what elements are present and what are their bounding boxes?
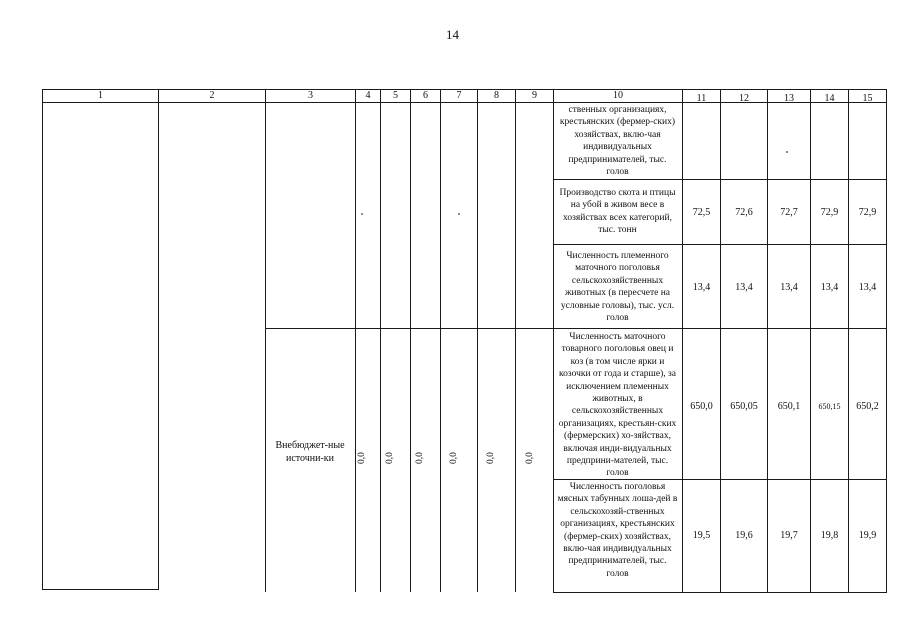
column-header: 3: [308, 90, 313, 101]
value-cell: 72,9: [820, 207, 839, 218]
column-header: 11: [696, 93, 707, 104]
value-cell: 13,4: [735, 282, 753, 293]
value-cell: 650,05: [730, 401, 758, 412]
value-cell: 13,4: [780, 282, 798, 293]
value-cell: 72,6: [735, 207, 753, 218]
column-header: 10: [613, 90, 623, 101]
column-header: 12: [739, 93, 749, 104]
value-cell: 650,0: [690, 401, 713, 412]
column-header: 8: [494, 90, 499, 101]
column-header: 6: [423, 90, 428, 101]
zero-value: 0,0: [448, 452, 459, 464]
column-header: 9: [532, 90, 537, 101]
value-cell: 19,7: [780, 530, 798, 541]
zero-value: 0,0: [356, 452, 367, 464]
value-cell: 650,1: [777, 401, 801, 412]
page-number: 14: [446, 27, 459, 42]
value-cell: 19,9: [858, 530, 877, 541]
column-header: 14: [824, 93, 835, 104]
indicator-text: Численность маточного товарного поголовья овец и коз (в том числе ярки и козочки от года и старше), за исключением племенных животных, в сельскохозяйственных организациях, крестьян-ских (фермерских) хо-зяйствах, включая инди-видуальных предприни-мателей, тыс. голов: [558, 332, 677, 479]
indicator-text: Производство скота и птицы на убой в живом весе в хозяйствах всех категорий, тыс. тонн: [559, 188, 676, 236]
indicator-text: ственных организациях, крестьянских (фермер-ских) хозяйствах, вклю-чая индивидуальных предпринимателей, тыс. голов: [559, 105, 676, 178]
column-header: 13: [784, 93, 794, 104]
value-cell: 72,5: [692, 207, 711, 218]
zero-value: 0,0: [384, 452, 395, 464]
column-header: 5: [393, 90, 398, 101]
value-cell: 650,15: [818, 402, 841, 411]
value-cell: 19,6: [735, 530, 753, 541]
scan-speck: [458, 213, 460, 215]
indicator-text: Численность племенного маточного поголовья сельскохозяйственных животных (в пересчете на условные головы), тыс. усл. голов: [560, 251, 675, 324]
column-header: 15: [862, 93, 873, 104]
value-cell: 650,2: [856, 401, 879, 412]
scan-speck: [361, 213, 363, 215]
zero-value: 0,0: [524, 452, 535, 464]
indicator-text: Численность поголовья мясных табунных лоша-дей в сельскохозяй-ственных организациях, крестьянских (фермер-ских) хозяйствах, вклю-чая индивидуальных предпринимателей, тыс. голов: [557, 482, 678, 579]
scan-speck: [786, 151, 788, 153]
zero-value: 0,0: [414, 452, 425, 464]
funding-source-label: Внебюджет-ные источни-ки: [275, 440, 345, 464]
value-cell: 72,9: [858, 207, 877, 218]
value-cell: 13,4: [692, 282, 711, 293]
column-header: 2: [209, 90, 215, 101]
zero-value: 0,0: [485, 452, 496, 464]
value-cell: 72,7: [780, 207, 798, 218]
column-header: 4: [365, 90, 371, 101]
value-cell: 19,5: [692, 530, 711, 541]
column-header: 1: [98, 90, 103, 101]
value-cell: 13,4: [858, 282, 877, 293]
column-header: 7: [456, 90, 462, 101]
value-cell: 19,8: [820, 530, 839, 541]
value-cell: 13,4: [820, 282, 839, 293]
